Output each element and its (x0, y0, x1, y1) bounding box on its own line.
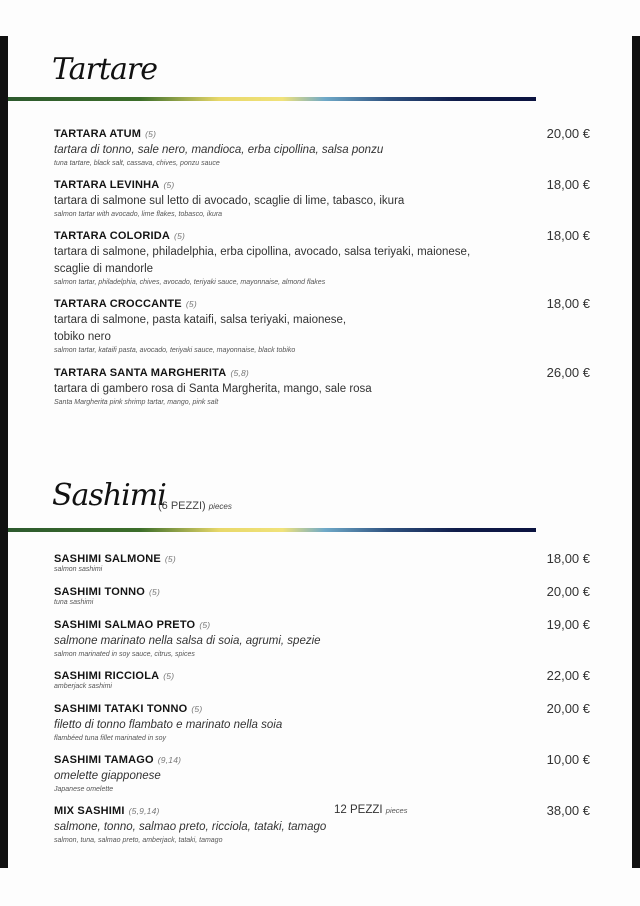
section-subtitle-sashimi: (6 PEZZI) pieces (158, 500, 232, 512)
item-description: salmone marinato nella salsa di soia, agrumi, spezie (54, 635, 321, 647)
item-name: TARTARA ATUM (5) (54, 128, 157, 140)
item-description: filetto di tonno flambato e marinato nella soia (54, 719, 283, 731)
item-price: 18,00 € (546, 551, 590, 566)
allergens: (5) (163, 180, 175, 190)
item-name: SASHIMI SALMAO PRETO (5) (54, 619, 211, 631)
item-description-cont: tobiko nero (54, 331, 111, 343)
allergens: (5) (185, 299, 197, 309)
item-name: TARTARA COLORIDA (5) (54, 230, 186, 242)
item-price: 19,00 € (546, 617, 590, 632)
item-description-en: tuna sashimi (54, 599, 94, 606)
item-description: tartara di salmone, pasta kataifi, salsa teriyaki, maionese, (54, 314, 347, 326)
allergens: (5) (191, 704, 203, 714)
item-description-en: amberjack sashimi (54, 683, 112, 690)
item-description-en: tuna tartare, black salt, cassava, chives, ponzu sauce (54, 160, 220, 167)
item-description-en: flambéed tuna fillet marinated in soy (54, 735, 167, 742)
section-divider-tartare (8, 97, 536, 101)
item-price: 38,00 € (546, 803, 590, 818)
allergens: (5) (163, 671, 175, 681)
item-name: SASHIMI RICCIOLA (5) (54, 670, 175, 682)
allergens: (5,9,14) (128, 806, 160, 816)
item-description-en: salmon marinated in soy sauce, citrus, spices (54, 651, 195, 658)
item-price: 26,00 € (546, 365, 590, 380)
item-price: 20,00 € (546, 701, 590, 716)
allergens: (5) (199, 620, 211, 630)
section-title-sashimi: Sashimi (52, 478, 166, 513)
item-name: SASHIMI TAMAGO (9,14) (54, 754, 182, 766)
allergens: (9,14) (157, 755, 182, 765)
item-description: tartara di gambero rosa di Santa Margherita, mango, sale rosa (54, 383, 372, 395)
item-description-cont: scaglie di mandorle (54, 263, 154, 275)
item-name: TARTARA SANTA MARGHERITA (5,8) (54, 367, 249, 379)
allergens: (5) (164, 554, 176, 564)
allergens: (5) (149, 587, 161, 597)
allergens: (5) (145, 129, 157, 139)
item-description-en: salmon tartar, philadelphia, chives, avocado, teriyaki sauce, mayonnaise, almond flakes (54, 279, 326, 286)
item-description-en: salmon, tuna, salmao preto, amberjack, tataki, tamago (54, 837, 223, 844)
item-name: SASHIMI SALMONE (5) (54, 553, 176, 565)
item-description: tartara di salmone sul letto di avocado, scaglie di lime, tabasco, ikura (54, 195, 405, 207)
left-frame-bar (0, 36, 8, 868)
item-price: 18,00 € (546, 296, 590, 311)
item-description-en: salmon sashimi (54, 566, 103, 573)
allergens: (5,8) (230, 368, 249, 378)
item-price: 10,00 € (546, 752, 590, 767)
item-name: TARTARA LEVINHA (5) (54, 179, 175, 191)
item-price: 22,00 € (546, 668, 590, 683)
item-description-en: salmon tartar, kataifi pasta, avocado, teriyaki sauce, mayonnaise, black tobiko (54, 347, 296, 354)
item-price: 20,00 € (546, 126, 590, 141)
right-frame-bar (632, 36, 640, 868)
item-name: MIX SASHIMI (5,9,14) (54, 805, 160, 817)
item-description: salmone, tonno, salmao preto, ricciola, tataki, tamago (54, 821, 327, 833)
item-pieces-count: 12 PEZZI pieces (334, 804, 408, 816)
section-divider-sashimi (8, 528, 536, 532)
item-description: omelette giapponese (54, 770, 161, 782)
item-description-en: Santa Margherita pink shrimp tartar, mango, pink salt (54, 399, 219, 406)
item-price: 18,00 € (546, 177, 590, 192)
item-price: 18,00 € (546, 228, 590, 243)
item-description-en: Japanese omelette (54, 786, 114, 793)
item-description: tartara di tonno, sale nero, mandioca, erba cipollina, salsa ponzu (54, 144, 384, 156)
item-name: TARTARA CROCCANTE (5) (54, 298, 197, 310)
allergens: (5) (174, 231, 186, 241)
item-description: tartara di salmone, philadelphia, erba cipollina, avocado, salsa teriyaki, maionese, (54, 246, 471, 258)
section-title-tartare: Tartare (52, 52, 157, 87)
item-name: SASHIMI TONNO (5) (54, 586, 161, 598)
item-price: 20,00 € (546, 584, 590, 599)
item-description-en: salmon tartar with avocado, lime flakes, tobasco, ikura (54, 211, 223, 218)
item-name: SASHIMI TATAKI TONNO (5) (54, 703, 203, 715)
